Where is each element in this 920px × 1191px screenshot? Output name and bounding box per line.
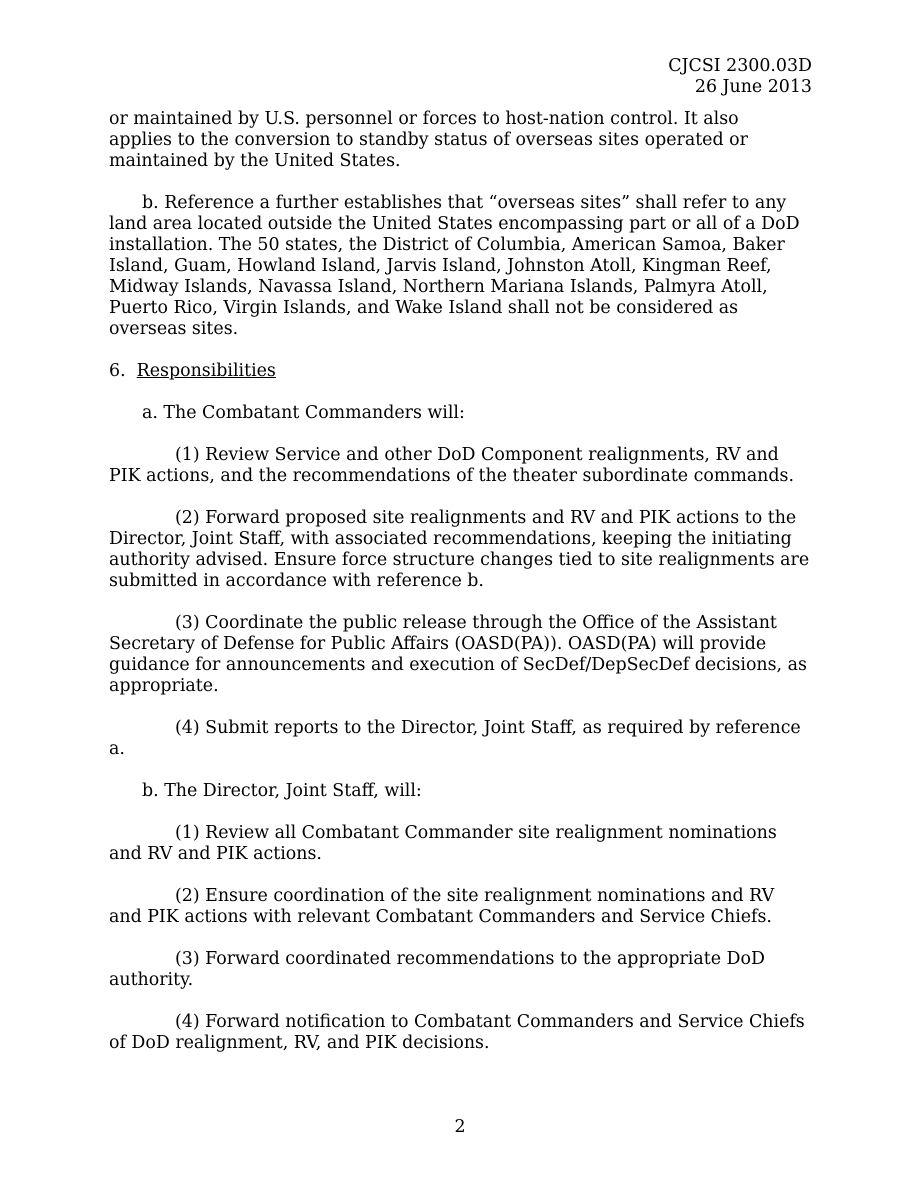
section-title: Responsibilities bbox=[136, 361, 276, 381]
text-line: overseas sites. bbox=[109, 319, 239, 339]
text-line: Puerto Rico, Virgin Islands, and Wake Island shall not be considered as bbox=[109, 298, 739, 318]
text-line: land area located outside the United States encompassing part or all of a DoD bbox=[109, 214, 800, 234]
text-line: PIK actions, and the recommendations of the theater subordinate commands. bbox=[109, 466, 794, 486]
text-line: of DoD realignment, RV, and PIK decisions. bbox=[109, 1033, 490, 1053]
sub-b-item-2 bbox=[109, 886, 819, 928]
text-line: maintained by the United States. bbox=[109, 151, 401, 171]
sub-b-item-4 bbox=[109, 1012, 819, 1054]
document-body bbox=[109, 109, 819, 1054]
page-number: 2 bbox=[454, 1117, 466, 1137]
text-line: or maintained by U.S. personnel or forces to host-nation control. It also bbox=[109, 109, 739, 129]
text-line: authority advised. Ensure force structure changes tied to site realignments are bbox=[109, 550, 810, 570]
text-line: Midway Islands, Navassa Island, Northern Mariana Islands, Palmyra Atoll, bbox=[109, 277, 768, 297]
text-line: and PIK actions with relevant Combatant Commanders and Service Chiefs. bbox=[109, 907, 772, 927]
text-line: Director, Joint Staff, with associated recommendations, keeping the initiating bbox=[109, 529, 792, 549]
sub-a-item-3 bbox=[109, 613, 819, 697]
text-line: submitted in accordance with reference b. bbox=[109, 571, 484, 591]
text-line: Secretary of Defense for Public Affairs (OASD(PA)). OASD(PA) will provide bbox=[109, 634, 767, 654]
subsection-b-heading: b. The Director, Joint Staff, will: bbox=[142, 781, 422, 801]
text-line: (2) Forward proposed site realignments and RV and PIK actions to the bbox=[175, 508, 797, 528]
document-date: 26 June 2013 bbox=[694, 77, 812, 97]
section-number: 6. bbox=[109, 361, 126, 381]
text-line: (4) Forward notification to Combatant Commanders and Service Chiefs bbox=[175, 1012, 805, 1032]
sub-a-item-2 bbox=[109, 508, 819, 592]
paragraph-b-overseas-sites bbox=[109, 193, 819, 340]
text-line: (3) Coordinate the public release through the Office of the Assistant bbox=[175, 613, 777, 633]
text-line: and RV and PIK actions. bbox=[109, 844, 322, 864]
text-line: a. bbox=[109, 739, 125, 759]
sub-b-item-1 bbox=[109, 823, 819, 865]
text-line: (1) Review all Combatant Commander site realignment nominations bbox=[175, 823, 777, 843]
text-line: installation. The 50 states, the District of Columbia, American Samoa, Baker bbox=[109, 235, 785, 255]
text-line: applies to the conversion to standby status of overseas sites operated or bbox=[109, 130, 748, 150]
text-line: (1) Review Service and other DoD Component realignments, RV and bbox=[175, 445, 779, 465]
subsection-a-heading: a. The Combatant Commanders will: bbox=[142, 403, 465, 423]
text-line: appropriate. bbox=[109, 676, 219, 696]
sub-b-item-3 bbox=[109, 949, 819, 991]
sub-a-item-4 bbox=[109, 718, 819, 760]
text-line: authority. bbox=[109, 970, 194, 990]
section-heading bbox=[109, 361, 819, 382]
text-line: (3) Forward coordinated recommendations to the appropriate DoD bbox=[175, 949, 765, 969]
intro-paragraph bbox=[109, 109, 819, 172]
document-header bbox=[668, 56, 812, 98]
document-id: CJCSI 2300.03D bbox=[668, 56, 812, 76]
text-line: (4) Submit reports to the Director, Joint Staff, as required by reference bbox=[175, 718, 801, 738]
text-line: (2) Ensure coordination of the site realignment nominations and RV bbox=[175, 886, 775, 906]
text-line: Island, Guam, Howland Island, Jarvis Island, Johnston Atoll, Kingman Reef, bbox=[109, 256, 772, 276]
text-line: b. Reference a further establishes that “overseas sites” shall refer to any bbox=[142, 193, 787, 213]
sub-a-item-1 bbox=[109, 445, 819, 487]
text-line: guidance for announcements and execution of SecDef/DepSecDef decisions, as bbox=[109, 655, 807, 675]
